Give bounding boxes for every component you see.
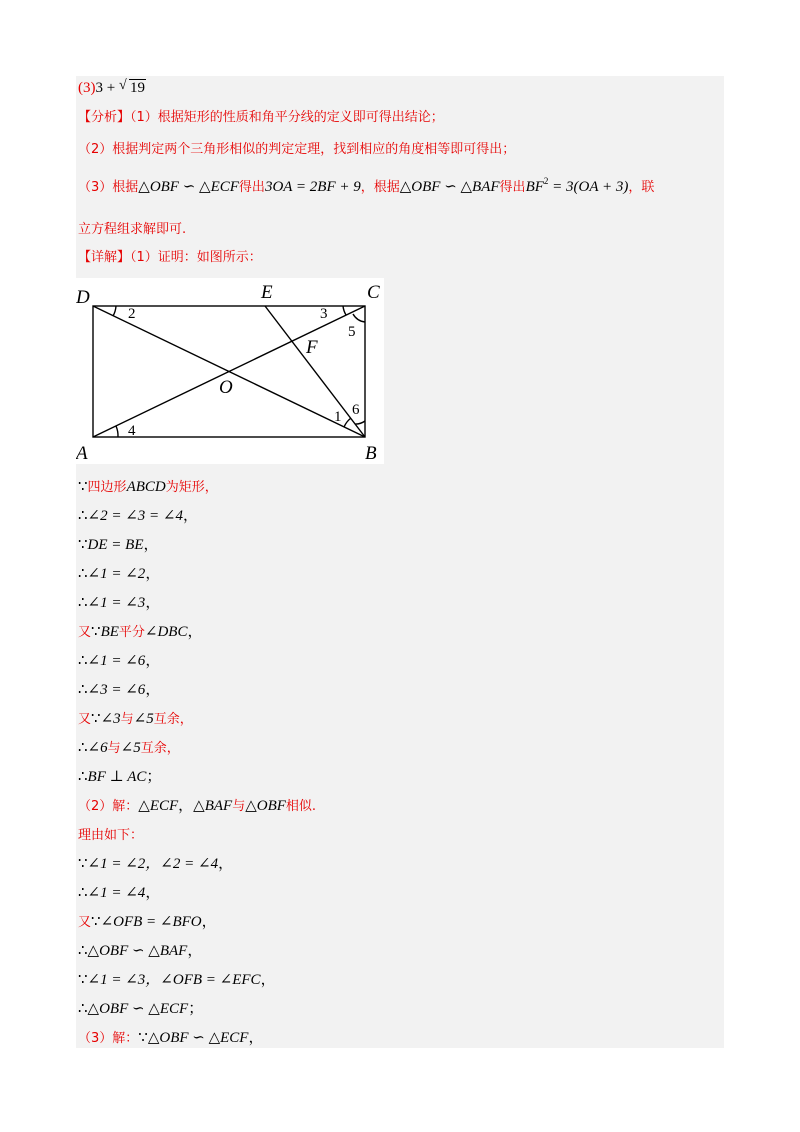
answer-3-label: (3) [78, 80, 96, 96]
angle-label-2: 2 [128, 306, 136, 322]
angle-label-3: 3 [320, 306, 328, 322]
proof-math: ∠DBC [144, 624, 188, 640]
analysis-p3-h: BF [525, 179, 544, 195]
proof-math: △BAF [193, 798, 233, 814]
proof1-line-9 [78, 708, 193, 730]
therefore-symbol: ∴ [78, 943, 88, 959]
because-symbol: ∵ [91, 914, 101, 930]
detail-intro: （1）证明：如图所示： [130, 250, 262, 265]
detail-tag: 【详解】 [78, 250, 131, 265]
proof-math: ∠5 [120, 740, 141, 756]
because-symbol: ∵ [138, 1030, 148, 1046]
proof-punct: ， [143, 537, 159, 553]
proof-punct: ， [178, 798, 194, 814]
proof-text: 相似. [285, 799, 317, 814]
angle-label-1: 1 [334, 409, 342, 425]
proof-punct: ； [146, 769, 162, 785]
part3-head [78, 1027, 263, 1049]
label-d: D [76, 287, 90, 308]
proof-text: 又 [78, 712, 92, 727]
label-a: A [76, 443, 88, 464]
analysis-p3-c: 得出 [238, 180, 265, 195]
because-symbol: ∵ [78, 972, 88, 988]
angle-4-arc [116, 426, 118, 437]
label-f: F [306, 337, 318, 358]
proof-punct: ； [188, 1001, 204, 1017]
detail-line [78, 246, 262, 268]
proof-punct: ， [145, 653, 161, 669]
proof-punct: ， [183, 508, 199, 524]
therefore-symbol: ∴ [78, 566, 88, 582]
label-o: O [219, 377, 233, 398]
proof-math: DE = BE [87, 537, 144, 553]
analysis-p3-d: 3OA = 2BF + 9 [264, 179, 361, 195]
proof-text: 平分 [118, 625, 145, 640]
analysis-p3-b: △OBF ∽ △ECF [138, 179, 239, 195]
proof-text: 互余， [153, 712, 193, 727]
proof-math: △OBF ∽ △ECF [147, 1030, 249, 1046]
because-symbol: ∵ [91, 624, 101, 640]
proof-text: 又 [78, 625, 92, 640]
proof1-line-3 [78, 534, 159, 556]
proof-math: ∠1 = ∠6 [87, 653, 146, 669]
proof-math: ∠3 = ∠6 [87, 682, 146, 698]
proof1-line-4 [78, 563, 160, 585]
proof-math: ∠1 = ∠3，∠OFB = ∠EFC [87, 972, 261, 988]
analysis-p3-k: ，联 [628, 180, 655, 195]
label-e: E [261, 282, 273, 303]
proof-math: BF ⊥ AC [87, 769, 147, 785]
label-c: C [367, 282, 380, 303]
sqrt-sign-icon: √ [118, 78, 127, 93]
label-b: B [365, 443, 377, 464]
proof-math: △ECF [138, 798, 179, 814]
proof-math: ∠1 = ∠3 [87, 595, 146, 611]
part2-line-1 [78, 853, 233, 875]
proof-punct: ， [145, 682, 161, 698]
analysis-p3-e: ，根据 [360, 180, 400, 195]
proof-punct: ， [187, 943, 203, 959]
proof-text: 四边形 [87, 480, 127, 495]
proof-punct: ， [218, 856, 234, 872]
proof-text: 又 [78, 915, 92, 930]
sqrt-radicand: 19 [129, 80, 145, 96]
proof-punct: ， [201, 914, 217, 930]
angle-2-arc [113, 306, 116, 316]
proof-math: ∠1 = ∠2 [87, 566, 146, 582]
part2-label: （2）解： [78, 799, 139, 814]
angle-label-5: 5 [348, 324, 356, 340]
therefore-symbol: ∴ [78, 769, 88, 785]
proof-math: ∠2 = ∠3 = ∠4 [87, 508, 183, 524]
analysis-p1: （1）根据矩形的性质和角平分线的定义即可得出结论； [130, 110, 444, 125]
therefore-symbol: ∴ [78, 653, 88, 669]
angle-label-4: 4 [128, 423, 136, 439]
proof-math: △OBF ∽ △BAF [87, 943, 188, 959]
therefore-symbol: ∴ [78, 1001, 88, 1017]
proof1-line-5 [78, 592, 160, 614]
proof1-line-1 [78, 476, 218, 498]
proof-punct: ， [145, 566, 161, 582]
proof-text: 为矩形， [165, 480, 218, 495]
part3-label: （3）解： [78, 1031, 139, 1046]
analysis-line-3 [78, 176, 654, 198]
because-symbol: ∵ [91, 711, 101, 727]
analysis-tag: 【分析】 [78, 110, 131, 125]
angle-5-arc [353, 314, 365, 322]
analysis-p3-exponent: 2 [543, 176, 549, 186]
therefore-symbol: ∴ [78, 682, 88, 698]
because-symbol: ∵ [78, 479, 88, 495]
analysis-p4: 立方程组求解即可. [78, 222, 187, 237]
proof-math: ABCD [126, 479, 166, 495]
proof-math: ∠1 = ∠2，∠2 = ∠4 [87, 856, 219, 872]
part2-line-3 [78, 911, 217, 933]
geometry-figure [76, 278, 384, 464]
analysis-p2: （2）根据判定两个三角形相似的判定定理，找到相应的角度相等即可得出； [78, 142, 516, 157]
proof1-line-6 [78, 621, 203, 643]
proof1-line-2 [78, 505, 198, 527]
proof1-line-11 [78, 766, 161, 788]
proof-text: 与 [232, 799, 246, 814]
proof-math: ∠1 = ∠4 [87, 885, 146, 901]
proof-text: 与 [120, 712, 134, 727]
sqrt-expression [119, 77, 146, 99]
proof-math: ∠5 [133, 711, 154, 727]
proof-math: ∠3 [100, 711, 121, 727]
analysis-p3-a: （3）根据 [78, 180, 139, 195]
proof-math: BE [100, 624, 119, 640]
answer-3-line [78, 77, 146, 99]
analysis-line-2 [78, 138, 515, 160]
therefore-symbol: ∴ [78, 740, 88, 756]
proof1-line-8 [78, 679, 160, 701]
therefore-symbol: ∴ [78, 508, 88, 524]
angle-3-arc [343, 306, 346, 315]
angle-label-6: 6 [352, 402, 360, 418]
analysis-line-1 [78, 106, 444, 128]
part2-reason [78, 824, 143, 846]
therefore-symbol: ∴ [78, 595, 88, 611]
analysis-p3-g: 得出 [499, 180, 526, 195]
proof-text: 与 [107, 741, 121, 756]
proof-punct: ， [145, 885, 161, 901]
because-symbol: ∵ [78, 856, 88, 872]
angle-1-arc [344, 418, 351, 427]
because-symbol: ∵ [78, 537, 88, 553]
proof1-line-10 [78, 737, 180, 759]
analysis-line-4 [78, 218, 186, 240]
analysis-p3-j: = 3(OA + 3) [548, 179, 629, 195]
proof-math: ∠OFB = ∠BFO [100, 914, 202, 930]
proof-text: 互余， [140, 741, 180, 756]
proof-punct: ， [248, 1030, 264, 1046]
rectangle-diagram [76, 278, 384, 464]
part2-line-6 [78, 998, 203, 1020]
therefore-symbol: ∴ [78, 885, 88, 901]
analysis-p3-f: △OBF ∽ △BAF [399, 179, 500, 195]
proof1-line-7 [78, 650, 160, 672]
part2-head [78, 795, 316, 817]
proof-punct: ， [260, 972, 276, 988]
part2-line-4 [78, 940, 202, 962]
proof-punct: ， [145, 595, 161, 611]
part2-line-5 [78, 969, 276, 991]
proof-math: ∠6 [87, 740, 108, 756]
part2-line-2 [78, 882, 160, 904]
proof-punct: ， [187, 624, 203, 640]
proof-math: △OBF [245, 798, 286, 814]
angle-6-arc [355, 421, 365, 424]
answer-3-value: 3 + [95, 80, 119, 96]
proof-math: △OBF ∽ △ECF [87, 1001, 189, 1017]
proof-text: 理由如下： [78, 828, 144, 843]
